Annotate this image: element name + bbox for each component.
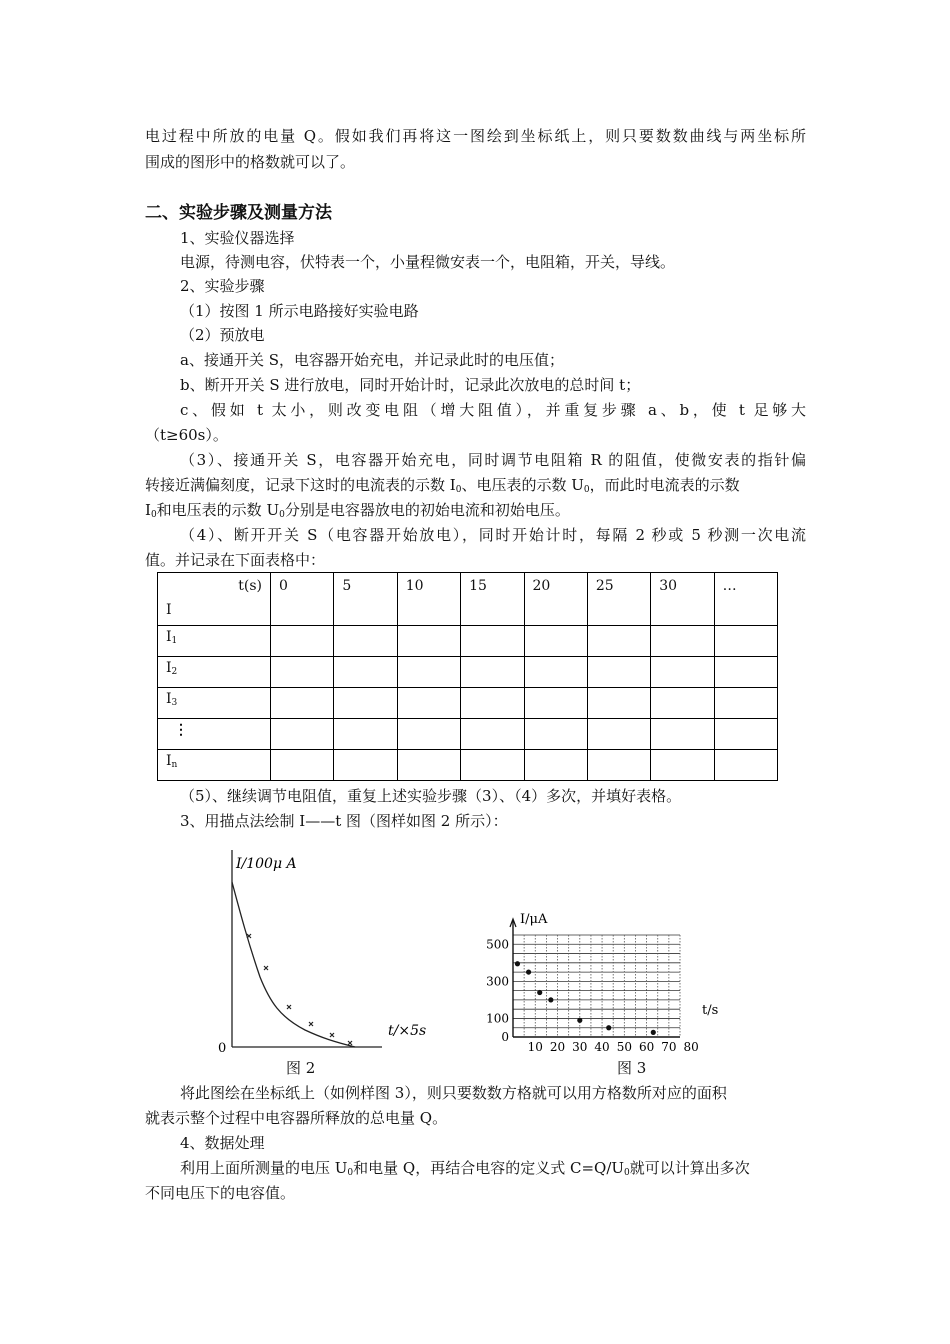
row-label: ⋮ bbox=[158, 719, 271, 750]
corner-i-label: I bbox=[166, 602, 172, 618]
step4-text-a: 利用上面所测量的电压 U bbox=[180, 1159, 348, 1177]
section-title: 二、实验步骤及测量方法 bbox=[145, 203, 332, 223]
fig3-data-point bbox=[577, 1018, 582, 1023]
step2-s3-line1: （3）、接通开关 S，电容器开始充电，同时调节电阻箱 R 的阻值，使微安表的指针偏 bbox=[180, 451, 806, 469]
subscript-0: 0 bbox=[455, 485, 462, 495]
fig3-y-tick-label: 0 bbox=[501, 1030, 509, 1044]
s3-text-b: 、电压表的示数 U bbox=[461, 476, 584, 494]
table-header-row bbox=[158, 573, 778, 626]
fig3-y-tick-label: 500 bbox=[486, 937, 509, 952]
fig3-x-tick-label: 70 bbox=[661, 1040, 677, 1054]
fig3-data-point bbox=[537, 990, 542, 995]
step2-s1: （1）按图 1 所示电路接好实验电路 bbox=[180, 302, 419, 320]
after-fig-line2: 就表示整个过程中电容器所释放的总电量 Q。 bbox=[145, 1109, 448, 1127]
table-row bbox=[158, 719, 778, 750]
fig2-markers bbox=[247, 934, 352, 1045]
s3-text-a: 转接近满偏刻度，记录下这时的电流表的示数 I bbox=[145, 476, 456, 494]
fig3-x-tick-label: 80 bbox=[683, 1040, 699, 1054]
step4-title: 4、数据处理 bbox=[180, 1134, 265, 1152]
fig2-curve bbox=[232, 882, 355, 1047]
s3-text-c: ，而此时电流表的示数 bbox=[589, 476, 740, 494]
fig3-x-tick-label: 60 bbox=[638, 1040, 655, 1054]
intro-line-1: 电过程中所放的电量 Q。假如我们再将这一图绘到坐标纸上，则只要数数曲线与两坐标所 bbox=[145, 127, 806, 145]
s3-text-i: I bbox=[145, 501, 151, 519]
fig3-x-tick-label: 10 bbox=[527, 1040, 543, 1054]
step2-s5: （5）、继续调节电阻值，重复上述实验步骤（3）、（4）多次，并填好表格。 bbox=[180, 787, 682, 805]
step2-s3-line2 bbox=[145, 473, 740, 497]
column-header: 30 bbox=[651, 573, 714, 626]
subscript-0: 0 bbox=[624, 1168, 630, 1178]
column-header: 5 bbox=[334, 573, 397, 626]
step2-s2: （2）预放电 bbox=[180, 326, 265, 344]
row-label: $I_n$ bbox=[158, 750, 271, 781]
step2-c-line2: （t≥60s）。 bbox=[145, 426, 228, 444]
step2-b: b、断开开关 S 进行放电，同时开始计时，记录此次放电的总时间 t； bbox=[180, 376, 641, 394]
fig3-data-point bbox=[548, 997, 553, 1002]
table-corner-cell bbox=[158, 573, 271, 626]
fig2-origin: 0 bbox=[218, 1041, 227, 1056]
fig3-grid bbox=[513, 935, 680, 1037]
fig3-xlabel: t/s bbox=[702, 1003, 719, 1018]
fig2-caption: 图 2 bbox=[286, 1059, 316, 1077]
s3-text-e: 分别是电容器放电的初始电流和初始电压。 bbox=[284, 501, 570, 519]
table-row bbox=[158, 626, 778, 657]
step4-text-c: 就可以计算出多次 bbox=[629, 1159, 750, 1177]
fig3-data-point bbox=[606, 1025, 611, 1030]
column-header: 25 bbox=[587, 573, 650, 626]
fig2-ylabel: I/100μ A bbox=[236, 856, 297, 872]
step2-c-line1: c、假如 t 太小，则改变电阻（增大阻值），并重复步骤 a、b，使 t 足够大 bbox=[180, 401, 806, 419]
fig3-data-point bbox=[651, 1030, 656, 1035]
subscript-0: 0 bbox=[279, 510, 285, 520]
corner-t-label: t(s) bbox=[238, 578, 262, 594]
row-label: $I_1$ bbox=[158, 626, 271, 657]
table-row bbox=[158, 657, 778, 688]
subscript-0: 0 bbox=[583, 485, 590, 495]
fig3-axes bbox=[486, 919, 699, 1054]
fig3-data-point bbox=[515, 961, 520, 966]
subscript-0: 0 bbox=[347, 1168, 354, 1178]
step2-a: a、接通开关 S，电容器开始充电，并记录此时的电压值； bbox=[180, 351, 564, 369]
fig3-y-tick-label: 100 bbox=[486, 1011, 509, 1026]
fig3-x-tick-label: 20 bbox=[549, 1040, 566, 1054]
table-row bbox=[158, 688, 778, 719]
fig3-x-tick-label: 50 bbox=[616, 1040, 632, 1054]
row-label: $I_3$ bbox=[158, 688, 271, 719]
figure-3-chart bbox=[480, 905, 720, 1055]
fig3-caption: 图 3 bbox=[617, 1059, 647, 1077]
fig3-y-tick-label: 300 bbox=[486, 974, 509, 989]
fig3-data-point bbox=[526, 969, 531, 974]
intro-line-2: 围成的图形中的格数就可以了。 bbox=[145, 153, 356, 171]
step1-title: 1、实验仪器选择 bbox=[180, 229, 295, 247]
column-header: 0 bbox=[271, 573, 334, 626]
step4-line2: 不同电压下的电容值。 bbox=[145, 1184, 296, 1202]
column-header: 10 bbox=[397, 573, 460, 626]
fig3-x-tick-label: 30 bbox=[572, 1040, 588, 1054]
step4-line1 bbox=[180, 1156, 750, 1180]
step2-s4-line1: （4）、断开开关 S（电容器开始放电），同时开始计时，每隔 2 秒或 5 秒测一次电流 bbox=[180, 526, 806, 544]
step4-text-b: 和电量 Q，再结合电容的定义式 C=Q/U bbox=[353, 1159, 625, 1177]
column-header: 20 bbox=[524, 573, 587, 626]
subscript-0: 0 bbox=[150, 510, 157, 520]
data-table bbox=[157, 572, 778, 781]
column-header: … bbox=[714, 573, 777, 626]
step2-s4-line2: 值。并记录在下面表格中： bbox=[145, 551, 326, 569]
step2-title: 2、实验步骤 bbox=[180, 277, 265, 295]
column-header: 15 bbox=[461, 573, 524, 626]
fig3-x-tick-label: 40 bbox=[594, 1040, 610, 1054]
step3-title: 3、用描点法绘制 I——t 图（图样如图 2 所示）： bbox=[180, 812, 508, 830]
step2-s3-line3 bbox=[145, 498, 570, 522]
s3-text-d: 和电压表的示数 U bbox=[156, 501, 280, 519]
step1-text: 电源，待测电容，伏特表一个，小量程微安表一个，电阻箱，开关，导线。 bbox=[180, 253, 676, 271]
row-label: $I_2$ bbox=[158, 657, 271, 688]
figure-2 bbox=[210, 842, 460, 1057]
fig2-xlabel: t/×5s bbox=[388, 1023, 427, 1039]
fig3-ylabel: I/μA bbox=[520, 912, 548, 927]
after-fig-line1: 将此图绘在坐标纸上（如例样图 3），则只要数数方格就可以用方格数所对应的面积 bbox=[180, 1084, 727, 1102]
table-row bbox=[158, 750, 778, 781]
